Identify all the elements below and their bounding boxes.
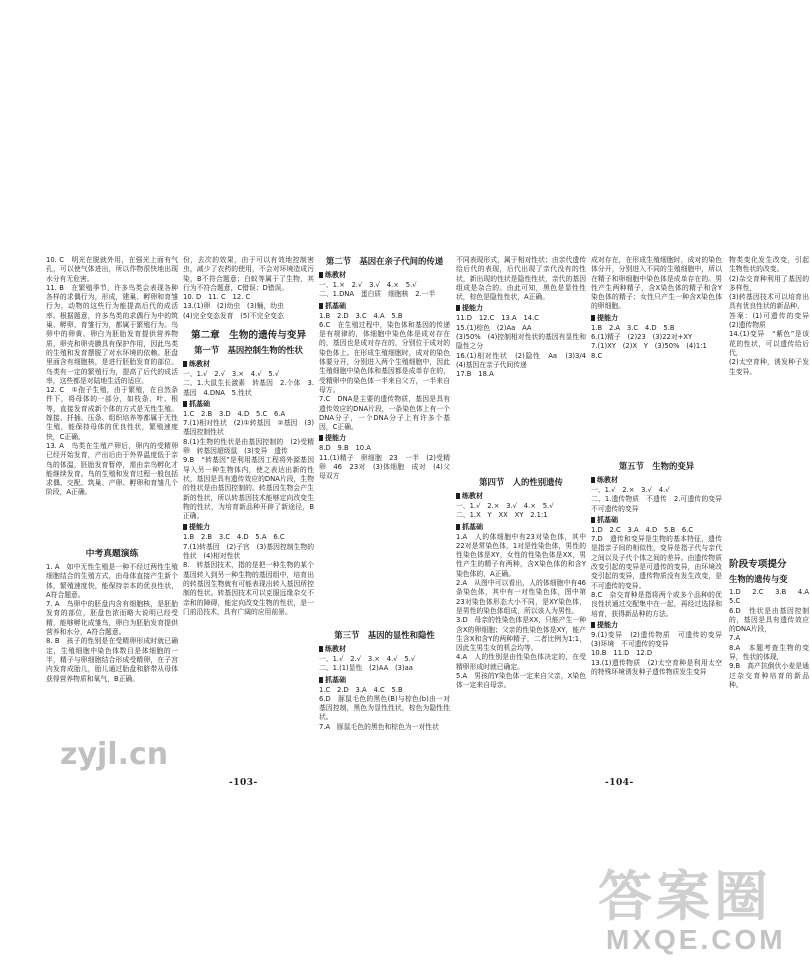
section-heading: 第二节 基因在亲子代间的传递 [325,256,444,266]
section-label: 提能力 [591,313,722,323]
answer-paragraph: (4)完全变态发育 (5)不完全变态 [183,311,284,320]
answer-paragraph: 1.C 2.D 3.A 4.C 5.B [319,685,403,694]
answer-paragraph: 6.D 性状是由基因控制的，基因是具有遗传效应的DNA片段， [729,606,809,634]
answer-paragraph: 16.(1)相对性状 (2)隐性 Aa (3)3/4 (4)基因在亲子代间传递 [456,351,593,369]
answer-paragraph: (3)50% (4)控制相对性状的基因有显性和隐性之分 [456,333,586,351]
stage-review-heading: 阶段专项提分 [729,559,787,570]
answer-column-6-part-1 [729,256,809,556]
answer-paragraph: 11.(1)精子 卵细胞 23 一半 (2)受精卵 46 23对 (3)体细胞 成对 (4)父母双方 [319,453,450,481]
answer-paragraph: 二、1.X Y XX XY 2.1:1 [456,511,548,520]
answer-paragraph: 17.B 18.A [456,370,494,379]
answer-paragraph: 12. C ①孢子生殖，由于繁殖，在自然条件下，将母体的一部分，如枝条、叶、根等，直接发育成新个体的方式是无性生殖。嫁接、扦插、压条、组织培养等都属于无性生殖，能保持母体的优良性状，繁殖速度快，C正确。 [46,386,178,441]
chapter-heading: 第二章 生物的遗传与变异 [190,330,307,341]
answer-paragraph: 成对存在，在形成生殖细胞时，成对的染色体分开，分别进入不同的生殖细胞中，所以在精子和卵细胞中染色体是成单存在的。男性产生两种精子，含X染色体的精子和含Y染色体的精子；女性只产生一种含X染色体的卵细胞。 [591,256,722,311]
answer-paragraph: 一、1.√ 2.√ 3.× 4.√ 5.√ [319,655,416,663]
answer-paragraph: 9.B “转基因”是利用基因工程将外源基因导入另一种生物体内，使之表达出新的性状，基因是具有遗传效应的DNA片段，生物的性状是由基因控制的。转基因生物会产生新的性状，所以转基因技术能够定向改变生物的性状，为培育新品种开辟了新途径，B正确。 [183,456,314,521]
section-label: 抓基础 [591,515,722,525]
answer-column-5-part-1 [591,256,722,458]
section-label: 提能力 [319,433,450,443]
brand-watermark-url: MXQE.COM [606,924,786,955]
answer-paragraph: 7.C DNA是主要的遗传物质，基因是具有遗传效应的DNA片段，一条染色体上有一个DNA分子，一个DNA分子上有许多个基因，C正确。 [319,395,450,432]
answer-paragraph: 1.B 2.D 3.C 4.A 5.B [319,311,403,320]
section-label: 练教材 [319,644,450,654]
answer-paragraph: 7. A 鸟卵中的胚盘内含有细胞核，是胚胎发育的部位，胚盘色浓而略大说明已经受精，能够孵化成雏鸟，卵白为胚胎发育提供营养和水分，A符合题意。 [46,600,178,637]
answer-column-2-part-2 [183,358,314,770]
answer-paragraph: 1.C 2.B 3.D 4.D 5.C 6.A [183,409,286,418]
answer-paragraph: 8.A 本题考查生物的变异，性状的体现， [729,643,809,662]
answer-paragraph: 9.(1)变异 (2)遗传物质 可遗传的变异 (3)环境 不可遗传的变异 [591,630,729,649]
section-label: 练教材 [591,475,722,485]
answer-paragraph: 10.B 11.D 12.D [591,649,653,658]
answer-paragraph: 答案：(1)可遗传的变异 (2)遗传物质 [729,311,809,330]
brand-watermark-logo: 答案圈 [598,865,772,928]
answer-paragraph: 8.D 9.B 10.A [319,444,371,453]
answer-column-5-part-2 [591,474,729,784]
answer-paragraph: 1.B 2.A 3.C 4.D 5.B [591,323,675,332]
answer-paragraph: 3.D 母亲的性染色体是XX，只能产生一种含X的卵细胞；父亲的性染色体是XY，能产生含X和含Y的两种精子，二者比例为1:1，因此生男生女的机会均等。 [456,616,586,653]
answer-paragraph: 2.A 从图中可以看出，人的体细胞中有46条染色体，其中有一对性染色体，图中第23对染色体形态大小不同，是XY染色体，是男性的染色体组成，所以该人为男性。 [456,579,586,615]
answer-paragraph: 7.D 遗传和变异是生物的基本特征，遗传是指亲子间的相似性，变异是指子代与亲代之间以及子代个体之间的差异。由遗传物质改变引起的变异是可遗传的变异，由环境改变引起的变异，遗传物质没有发生改变，是不可遗传的变异。 [591,535,722,590]
answer-paragraph: 1.B 2.B 3.C 4.D 5.A 6.C [183,533,285,542]
answer-column-4-part-2 [456,490,586,770]
answer-paragraph: (2)太空育种，诱发种子发生变异。 [729,358,809,376]
section-label: 提能力 [591,620,722,630]
answer-paragraph: 7.(1)转基因 (2)子宫 (3)基因控制生物的性状 (4)相对性状 [183,542,314,561]
section-label: 抓基础 [319,675,450,685]
answer-paragraph: 5.A 男孩的Y染色体一定来自父亲，X染色体一定来自母亲。 [456,672,586,690]
answer-paragraph: 7.(1)XY (2)X Y (3)50% (4)1:1 [591,342,707,351]
section-label: 练教材 [183,359,314,369]
answer-column-4-part-1 [456,256,593,474]
answer-column-3-part-2 [319,643,450,765]
section-heading: 第五节 生物的变异 [618,461,695,471]
answer-paragraph: 份，去次的效果，由于可以有效地控制害虫，减少了农药的使用，不会对环境造成污染，B不符合题意；白蚁等属于了生物，其行为不符合题意，C错误；D错误。 [183,256,314,292]
answer-paragraph: 1.A 人的体细胞中有23对染色体，其中22对是常染色体，1对是性染色体，男性的性染色体是XY，女性的性染色体是XX，男性产生的精子有两种，含X染色体的和含Y染色体的，A正确。 [456,532,586,578]
answer-paragraph: 一、1.× 2.√ 3.√ 4.× 5.√ [319,281,417,289]
answer-paragraph: 13.(1)卵 (2)幼虫 (3)蛹，幼虫 [183,302,284,311]
answer-paragraph: 13. A 鸟类在生殖产卵后，卵内的受精卵已经开始发育，产出后由于外界温度低于亲鸟的体温，胚胎发育暂停，需由亲鸟孵化才能继续发育。鸟的生殖和发育过程一般包括求偶、交配、筑巢、产卵、孵卵和育雏几个阶段，A正确。 [46,441,178,497]
site-watermark: zyjl.cn [60,737,169,772]
section-label: 提能力 [183,522,314,532]
stage-review-topic: 生物的遗传与变 [729,574,788,584]
answer-column-1-part-1 [46,256,178,546]
section-label: 提能力 [456,303,586,313]
answer-paragraph: 14.(1)变异 “紫色”是该花的性状，可以遗传给后代， [729,330,809,357]
page-number-left: -103- [229,778,258,788]
section-label: 抓基础 [183,399,314,409]
answer-paragraph: 9.B 高产抗倒伏小麦是通过杂交育种培育的新品种。 [729,662,809,689]
answer-paragraph: 4.A 人的性别是由性染色体决定的，在受精卵形成时就已确定。 [456,653,586,671]
answer-paragraph: 6.C 在生殖过程中，染色体和基因的传递是有规律的，体细胞中染色体是成对存在的，基因也是成对存在的，分别位于成对的染色体上。在形成生殖细胞时，成对的染色体要分开，分别进入两个生殖细胞中，因此生殖细胞中染色体和基因都是成单存在的，受精卵中的染色体一半来自父方，一半来自母方。 [319,320,450,394]
answer-paragraph: 8. 转基因技术，指的是把一种生物的某个基因转入到另一种生物的基因组中，培育出的转基因生物就有可能表现出转入基因所控制的性状。转基因技术可以克服远缘杂交不亲和的障碍，能定向改变生物的性状，是一门前沿技术，具有广阔的应用前景。 [183,561,314,616]
answer-paragraph: 7.A 豚鼠毛色的黑色和棕色为一对性状 [319,722,439,731]
section-heading: 第一节 基因控制生物的性状 [194,345,303,355]
section-label: 练教材 [319,270,450,280]
answer-paragraph: 15.(1)棕色 (2)Aa AA [456,323,532,332]
answer-column-2-part-1 [183,256,314,328]
answer-paragraph: 一、1.√ 2.× 3.√ 4.× 5.√ [456,502,554,510]
answer-paragraph: 10. D 11. C 12. C [183,293,251,302]
answer-paragraph: 10. C 明光在脱就外用，在强光上面有气孔，可以使气体进出，所以作物很快地出现水分有无危害。 [46,256,178,283]
answer-paragraph: (2)杂交育种利用了基因的多样性， [729,274,809,292]
answer-paragraph: 7.A [729,634,741,643]
answer-paragraph: 二、1.DNA 蛋白质 细胞核 2.一半 [319,290,436,299]
answer-column-6-part-2 [729,588,809,773]
section-heading: 第三节 基因的显性和隐性 [334,630,435,640]
answer-paragraph: 11.D 12.C 13.A 14.C [456,314,540,323]
answer-paragraph: 1.D 2.C 3.B 4.A 5.C [729,588,809,606]
section-label: 抓基础 [456,522,586,532]
answer-paragraph: 8.C [591,351,603,360]
page-number-right: -104- [605,778,634,788]
answer-paragraph: 1. A 如中无性生殖是一种不经过两性生殖细胞结合的生殖方式，由母体直接产生新个体，繁殖速度快，能保持亲本的优良性状，A符合题意。 [46,563,178,599]
answer-paragraph: 11. B 在繁殖季节，许多鸟类会表现各种各样的求偶行为，形成，建巢、孵卵和育雏行为，动物的这些行为能提高后代的成活率。根据题意，许多鸟类的求偶行为中的筑巢、孵卵、育雏行为，都属于繁殖行为。鸟卵中的卵黄、卵白为胚胎发育提供营养物质，卵壳和卵壳膜具有保护作用，因此鸟类的生殖和发育摆脱了对水环境的依赖。胚盘里面含有细胞核，是进行胚胎发育的部位。鸟类有一定的繁殖行为，提高了后代的成活率，这些都是对陆地生活的适应。 [46,283,178,385]
answer-paragraph: 二、1.遗传物质 不遗传 2.可遗传的变异 不可遗传的变异 [591,495,729,513]
section-label: 练教材 [456,491,586,501]
answer-paragraph: 8.C 杂交育种是指将两个或多个品种的优良性状通过交配集中在一起，再经过选择和培育，获得新品种的方法。 [591,590,722,618]
answer-paragraph: (3)转基因技术可以培育出具有优良性状的新品种， [729,293,809,311]
answer-paragraph: 二、1.(1)显性 (2)AA (3)aa [319,664,413,673]
answer-paragraph: 6.D 豚鼠毛色的黑色(B)与棕色(b)由一对基因控制，黑色为显性性状，棕色为隐性性状。 [319,694,450,722]
answer-column-3-part-1 [319,269,450,627]
exam-practice-heading: 中考真题演练 [85,549,139,559]
section-heading: 第四节 人的性别遗传 [479,477,563,487]
answer-paragraph: 不同表现形式，属于相对性状；由亲代遗传给后代的表现，后代出现了亲代没有的性状，新出现的性状是隐性性状，亲代的基因组成是杂合的。由此可知，黑色是显性性状，棕色是隐性性状，A正确。 [456,256,586,302]
answer-paragraph: 一、1.√ 2.√ 3.× 4.√ 5.√ [183,370,280,378]
answer-paragraph: 二、1.大鼠生长激素 转基因 2.个体 3.基因 4.DNA 5.性状 [183,379,314,397]
answer-paragraph: 8.(1)生物的性状是由基因控制的 (2)受精卵 转基因超级鼠 (3)变异 遗传 [183,437,314,456]
answer-paragraph: 物类变化发生改变，引起生物性状的改变。 [729,256,809,274]
answer-paragraph: 一、1.√ 2.× 3.√ 4.√ [591,486,670,494]
answer-paragraph: 8. B 孩子的性别是在受精卵形成时就已确定，生殖细胞中染色体数目是体细胞的一半，精子与卵细胞结合形成受精卵，在子宫内发育成胎儿，胎儿通过胎盘和脐带从母体获得营养物质和氧气，B正确。 [46,637,178,683]
answer-paragraph: 1.D 2.C 3.A 4.D 5.B 6.C [591,525,694,534]
answer-paragraph: 6.(1)精子 (2)23 (3)22对+XY [591,333,693,342]
section-label: 抓基础 [319,301,450,311]
answer-paragraph: 7.(1)相对性状 (2)①转基因 ②基因 (3)基因控制性状 [183,419,314,437]
answer-paragraph: 13.(1)遗传物质 (2)太空育种是利用太空的特殊环境诱发种子遗传物质发生变异 [591,658,722,677]
